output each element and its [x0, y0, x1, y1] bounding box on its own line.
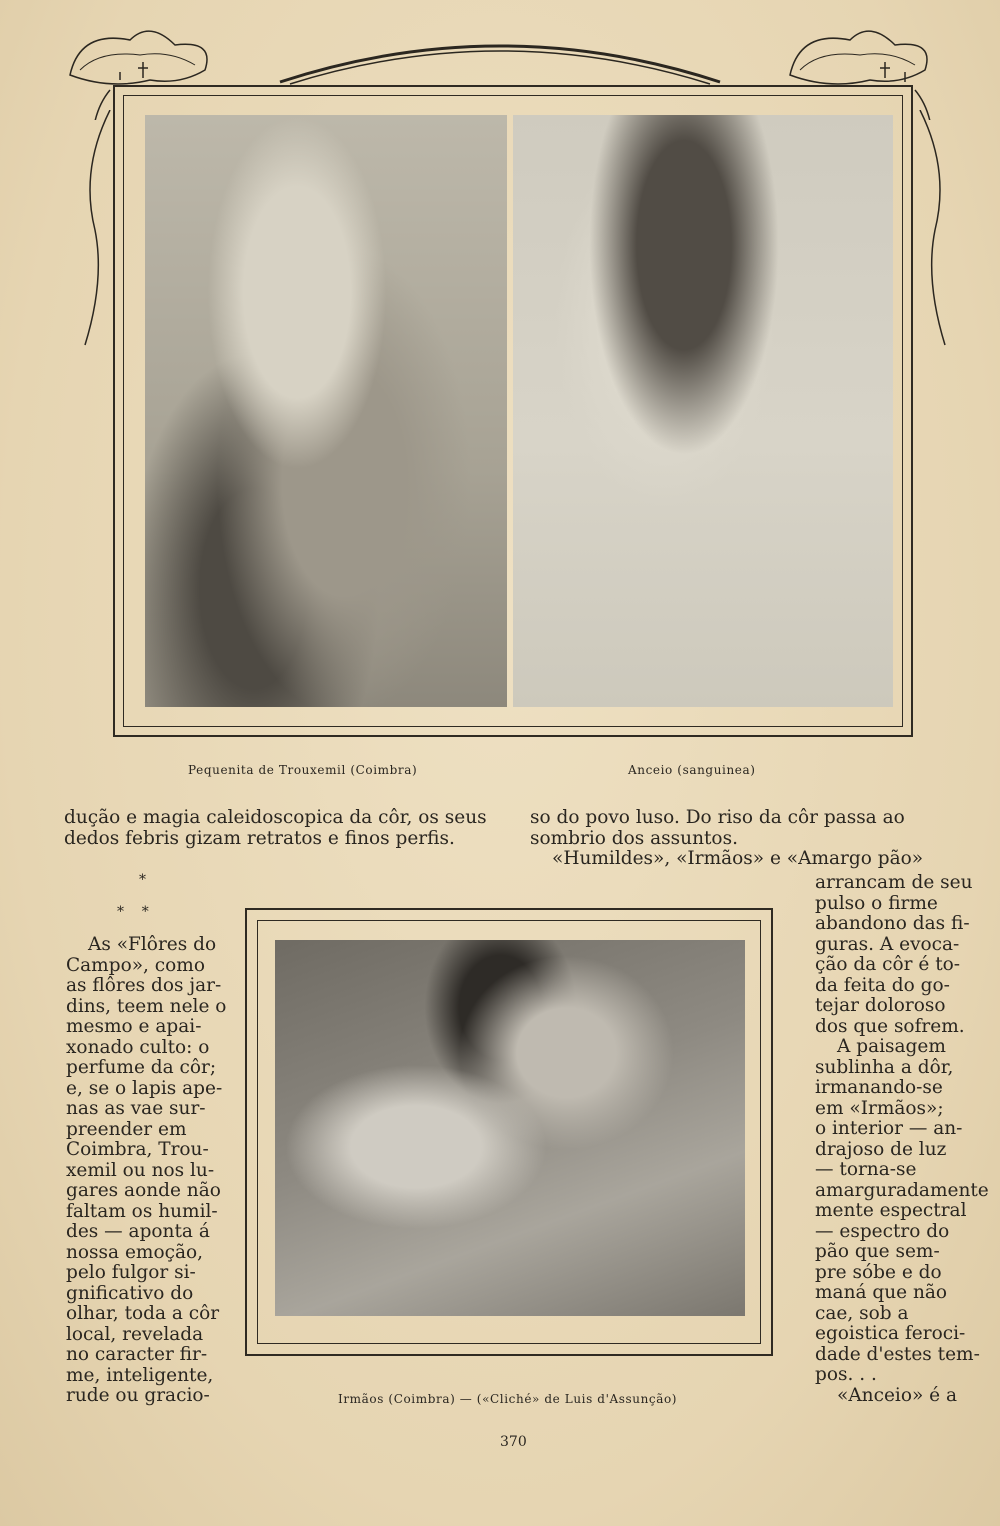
text-line: guras. A evoca- [815, 933, 960, 955]
text-line: As «Flôres do [88, 934, 217, 955]
left-tendril [60, 110, 120, 350]
caption-top-right: Anceio (sanguinea) [628, 763, 756, 777]
text-line: cae, sob a [815, 1302, 909, 1324]
text-line: dos que sofrem. [815, 1015, 965, 1037]
text-line: no caracter fir- [66, 1344, 208, 1365]
text-line: amarguradamente [815, 1179, 989, 1201]
right-column-text [815, 873, 989, 1406]
right-top-paragraph [530, 808, 923, 870]
irmaos-painting-image [275, 940, 745, 1316]
bottom-picture-frame [245, 908, 773, 1356]
text-line: A paisagem [837, 1036, 946, 1057]
text-line: local, revelada [66, 1323, 204, 1345]
text-line: dução e magia caleidoscopica da côr, os seus [64, 807, 487, 828]
text-line: xemil ou nos lu- [66, 1159, 215, 1181]
section-asterisk-top: * [139, 872, 146, 888]
text-line: perfume da côr; [66, 1057, 217, 1078]
top-portrait-frame [113, 85, 913, 737]
text-line: sublinha a dôr, [815, 1056, 954, 1078]
text-line: Campo», como [66, 954, 205, 976]
text-line: mesmo e apai- [66, 1016, 202, 1037]
text-line: dedos febris gizam retratos e finos perfis. [64, 827, 455, 849]
text-line: em «Irmãos»; [815, 1097, 944, 1119]
text-line: maná que não [815, 1282, 948, 1303]
text-line: — espectro do [815, 1220, 950, 1242]
text-line: tejar doloroso [815, 995, 946, 1016]
text-line: xonado culto: o [66, 1036, 210, 1058]
text-line: olhar, toda a côr [66, 1303, 220, 1324]
text-line: pos. . . [815, 1364, 877, 1385]
page-number: 370 [500, 1434, 527, 1450]
text-line: pulso o firme [815, 892, 938, 914]
text-line: ção da côr é to- [815, 954, 961, 975]
text-line: arrancam de seu [815, 872, 973, 893]
text-line: drajoso de luz [815, 1138, 947, 1160]
portrait-girl-image [145, 115, 507, 707]
text-line: as flôres dos jar- [66, 975, 222, 996]
text-line: gnificativo do [66, 1282, 194, 1304]
text-line: dins, teem nele o [66, 995, 227, 1017]
text-line: abandono das fi- [815, 913, 970, 934]
text-line: Coimbra, Trou- [66, 1139, 209, 1160]
text-line: me, inteligente, [66, 1364, 214, 1386]
portrait-woman-image [513, 115, 893, 707]
right-tendril [910, 110, 970, 350]
text-line: egoistica feroci- [815, 1323, 966, 1344]
text-line: des — aponta á [66, 1221, 210, 1242]
text-line: nossa emoção, [66, 1241, 203, 1263]
text-line: o interior — an- [815, 1118, 963, 1139]
text-line: «Anceio» é a [837, 1384, 958, 1406]
caption-top-left: Pequenita de Trouxemil (Coimbra) [188, 763, 418, 777]
text-line: so do povo luso. Do riso da côr passa ao [530, 807, 905, 828]
text-line: preender em [66, 1118, 187, 1140]
section-asterisks-bottom: * * [117, 904, 149, 920]
text-line: nas as vae sur- [66, 1098, 206, 1119]
text-line: pão que sem- [815, 1241, 940, 1262]
text-line: irmanando-se [815, 1077, 943, 1098]
left-column-text [66, 935, 226, 1407]
text-line: da feita do go- [815, 974, 950, 996]
left-top-paragraph [64, 808, 487, 849]
text-line: rude ou gracio- [66, 1385, 210, 1406]
text-line: pelo fulgor si- [66, 1262, 196, 1283]
text-line: faltam os humil- [66, 1200, 218, 1222]
text-line: e, se o lapis ape- [66, 1077, 223, 1099]
caption-bottom: Irmãos (Coimbra) — («Cliché» de Luis d'Assunção) [338, 1392, 678, 1406]
text-line: gares aonde não [66, 1180, 221, 1201]
text-line: pre sóbe e do [815, 1261, 942, 1283]
text-line: sombrio dos assuntos. [530, 827, 738, 849]
text-line: mente espectral [815, 1200, 967, 1221]
text-line: «Humildes», «Irmãos» e «Amargo pão» [552, 848, 924, 869]
text-line: dade d'estes tem- [815, 1343, 980, 1365]
text-line: — torna-se [815, 1159, 917, 1180]
